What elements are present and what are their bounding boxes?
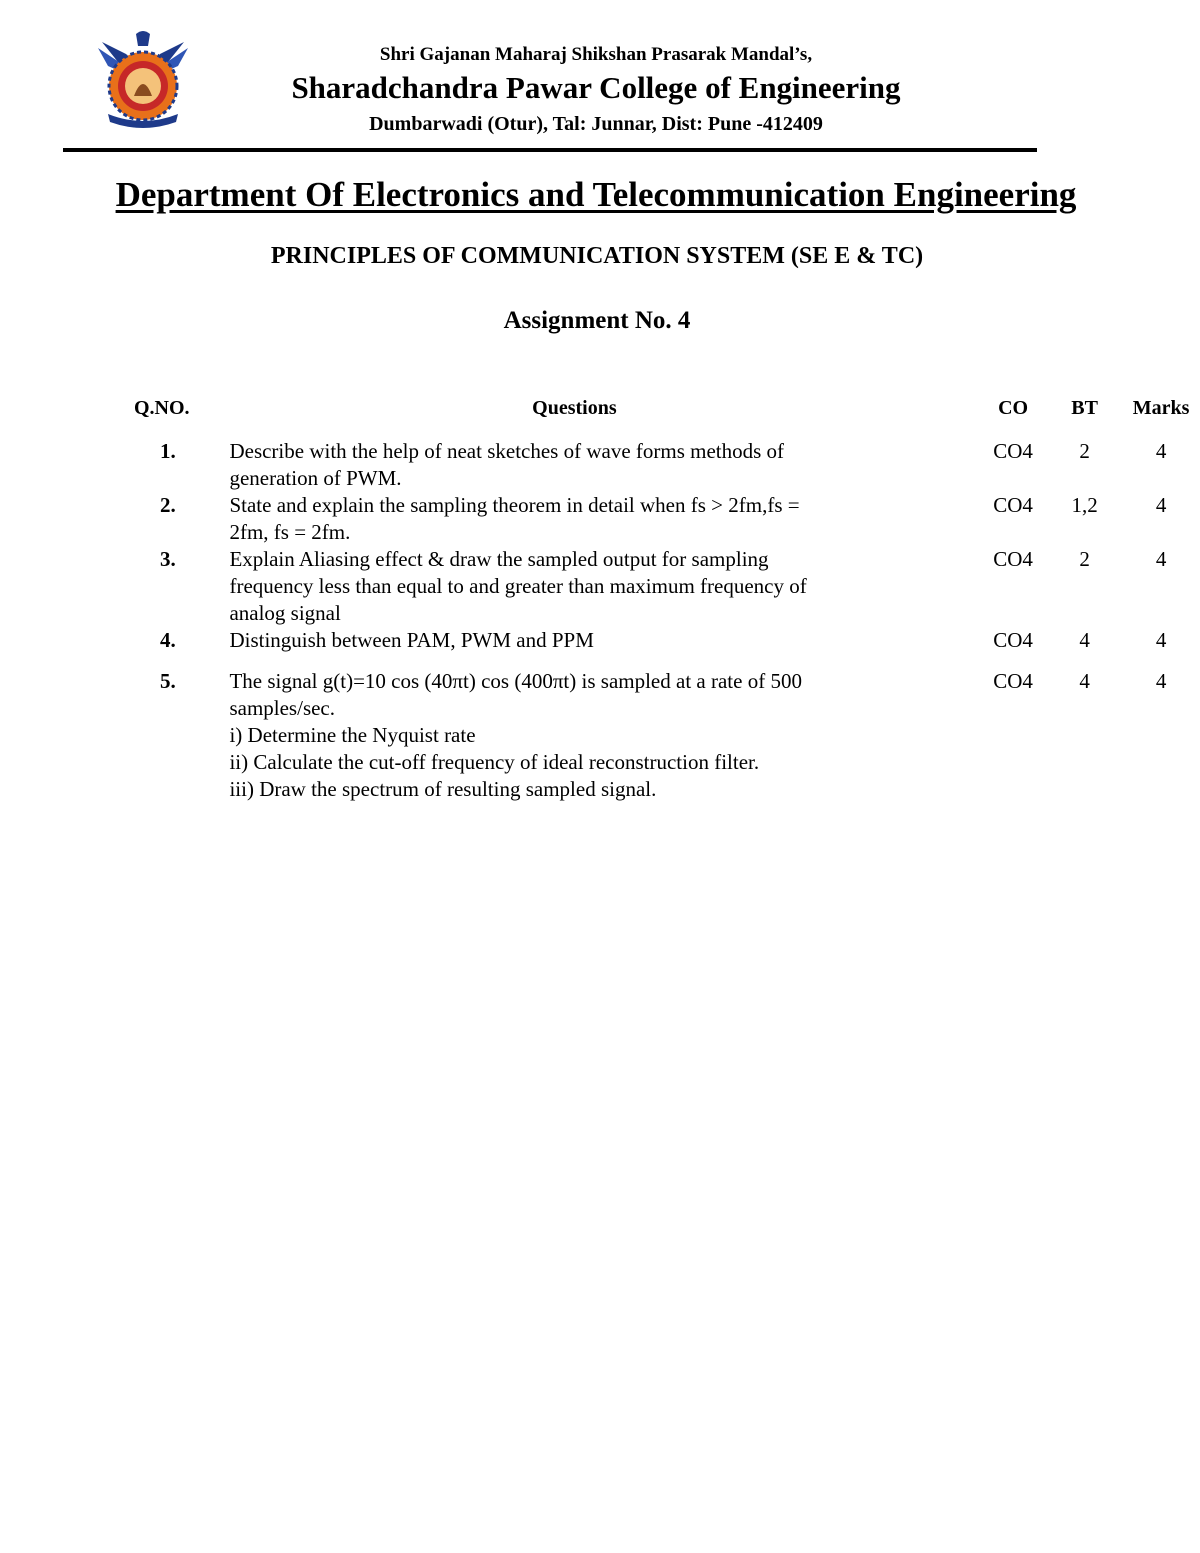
header-qno: Q.NO. [134, 397, 190, 419]
question-line: 2fm, fs = 2fm. [229, 520, 351, 544]
question-marks: 4 [1155, 628, 1167, 652]
question-number: 5. [160, 669, 176, 693]
question-text [229, 546, 979, 627]
table-row [120, 492, 1200, 546]
question-number: 1. [160, 439, 176, 463]
question-text [229, 438, 979, 492]
question-marks: 4 [1155, 547, 1167, 571]
table-row [120, 438, 1200, 492]
header-questions: Questions [532, 397, 617, 419]
header-co: CO [998, 397, 1029, 419]
question-text [229, 492, 979, 546]
question-line: i) Determine the Nyquist rate [229, 723, 476, 747]
question-co: CO4 [993, 628, 1033, 652]
trust-name: Shri Gajanan Maharaj Shikshan Prasarak Mandal’s, [379, 44, 813, 65]
question-number: 2. [160, 493, 176, 517]
question-marks: 4 [1155, 439, 1167, 463]
question-line: Explain Aliasing effect & draw the sampled output for sampling [229, 547, 769, 571]
question-line: samples/sec. [229, 696, 336, 720]
question-bt: 2 [1079, 547, 1090, 571]
question-co: CO4 [993, 547, 1033, 571]
question-text [229, 627, 979, 654]
question-number: 4. [160, 628, 176, 652]
header-bt: BT [1071, 397, 1098, 419]
table-header-row [120, 397, 1200, 438]
college-address: Dumbarwadi (Otur), Tal: Junnar, Dist: Pune -412409 [369, 113, 823, 135]
subject-title: PRINCIPLES OF COMMUNICATION SYSTEM (SE E & TC) [270, 243, 924, 269]
department-title: Department Of Electronics and Telecommunication Engineering [115, 175, 1077, 214]
question-number: 3. [160, 547, 176, 571]
question-bt: 4 [1079, 628, 1090, 652]
question-line: generation of PWM. [229, 466, 402, 490]
question-bt: 2 [1079, 439, 1090, 463]
header-divider [63, 148, 1037, 152]
header-marks: Marks [1132, 397, 1190, 419]
table-row [120, 654, 1200, 803]
question-text [229, 654, 979, 803]
question-bt: 1,2 [1071, 493, 1098, 517]
question-line: ii) Calculate the cut-off frequency of ideal reconstruction filter. [229, 750, 760, 774]
question-line: Distinguish between PAM, PWM and PPM [229, 628, 594, 652]
question-line: Describe with the help of neat sketches of wave forms methods of [229, 439, 785, 463]
question-line: analog signal [229, 601, 341, 625]
questions-table [120, 397, 1200, 803]
question-line: State and explain the sampling theorem in detail when fs > 2fm,fs = [229, 493, 800, 517]
question-line: iii) Draw the spectrum of resulting sampled signal. [229, 777, 657, 801]
question-bt: 4 [1079, 669, 1090, 693]
question-marks: 4 [1155, 669, 1167, 693]
question-co: CO4 [993, 439, 1033, 463]
question-co: CO4 [993, 493, 1033, 517]
table-row [120, 546, 1200, 627]
question-co: CO4 [993, 669, 1033, 693]
question-line: The signal g(t)=10 cos (40πt) cos (400πt) is sampled at a rate of 500 [229, 669, 802, 693]
assignment-title: Assignment No. 4 [503, 307, 691, 334]
table-row [120, 627, 1200, 654]
question-marks: 4 [1155, 493, 1167, 517]
college-name: Sharadchandra Pawar College of Engineering [291, 70, 901, 105]
question-line: frequency less than equal to and greater than maximum frequency of [229, 574, 807, 598]
